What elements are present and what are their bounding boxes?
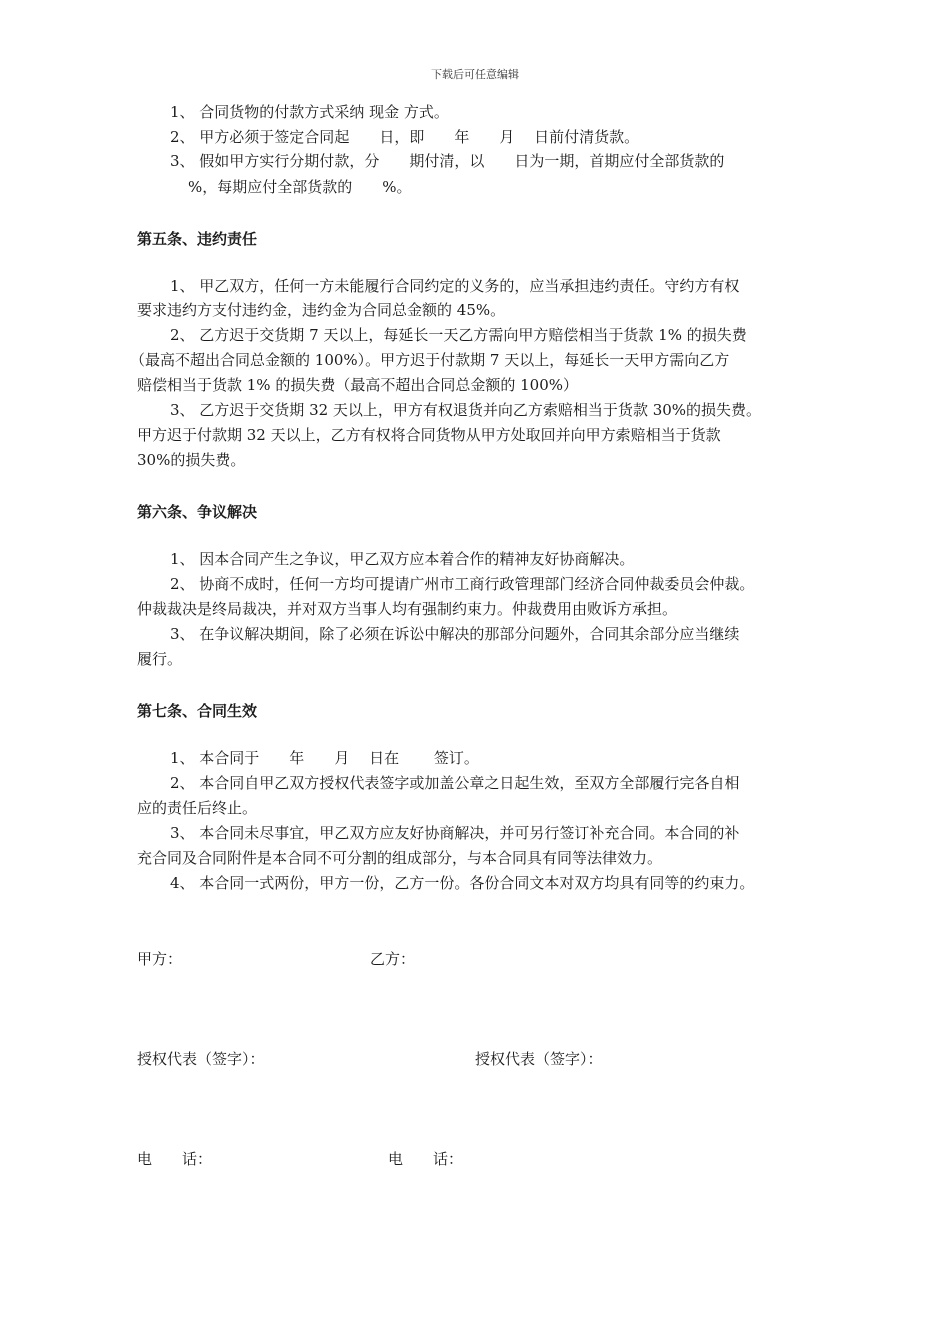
section-7-title: 第七条、合同生效 xyxy=(137,702,258,720)
section-5-title: 第五条、违约责任 xyxy=(137,230,258,248)
payment-clause-1: 1、 合同货物的付款方式采纳 现金 方式。 xyxy=(170,103,449,121)
dispute-clause-3-line2: 履行。 xyxy=(137,650,183,668)
effect-clause-2-line1: 2、 本合同自甲乙双方授权代表签字或加盖公章之日起生效，至双方全部履行完各自相 xyxy=(170,774,740,792)
payment-clause-3-line2: %，每期应付全部货款的 %。 xyxy=(188,178,412,196)
breach-clause-2-line2: （最高不超出合同总金额的 100%）。甲方迟于付款期 7 天以上，每延长一天甲方需向乙方 xyxy=(130,351,730,369)
header-note: 下载后可任意编辑 xyxy=(431,68,519,81)
breach-clause-2-line3: 赔偿相当于货款 1% 的损失费（最高不超出合同总金额的 100%） xyxy=(137,376,578,394)
party-b-representative-label: 授权代表（签字）： xyxy=(475,1050,603,1068)
party-a-label: 甲方： xyxy=(137,950,183,968)
party-a-phone-label: 电 话： xyxy=(137,1150,213,1168)
breach-clause-3-line1: 3、 乙方迟于交货期 32 天以上，甲方有权退货并向乙方索赔相当于货款 30%的损失费。 xyxy=(170,401,762,419)
dispute-clause-2-line1: 2、 协商不成时，任何一方均可提请广州市工商行政管理部门经济合同仲裁委员会仲裁。 xyxy=(170,575,755,593)
breach-clause-1-line2: 要求违约方支付违约金，违约金为合同总金额的 45%。 xyxy=(137,301,506,319)
effect-clause-3-line2: 充合同及合同附件是本合同不可分割的组成部分，与本合同具有同等法律效力。 xyxy=(137,849,663,867)
section-6-title: 第六条、争议解决 xyxy=(137,503,258,521)
effect-clause-4: 4、 本合同一式两份，甲方一份，乙方一份。各份合同文本对双方均具有同等的约束力。 xyxy=(170,874,755,892)
party-a-representative-label: 授权代表（签字）： xyxy=(137,1050,265,1068)
effect-clause-2-line2: 应的责任后终止。 xyxy=(137,799,258,817)
breach-clause-2-line1: 2、 乙方迟于交货期 7 天以上，每延长一天乙方需向甲方赔偿相当于货款 1% 的损失费 xyxy=(170,326,747,344)
payment-clause-2: 2、 甲方必须于签定合同起 日，即 年 月 日前付清货款。 xyxy=(170,128,640,146)
effect-clause-1: 1、 本合同于 年 月 日在 签订。 xyxy=(170,749,479,767)
party-b-phone-label: 电 话： xyxy=(388,1150,464,1168)
effect-clause-3-line1: 3、 本合同未尽事宜，甲乙双方应友好协商解决，并可另行签订补充合同。本合同的补 xyxy=(170,824,740,842)
party-b-label: 乙方： xyxy=(370,950,416,968)
payment-clause-3-line1: 3、 假如甲方实行分期付款，分 期付清，以 日为一期，首期应付全部货款的 xyxy=(170,152,725,170)
breach-clause-3-line2: 甲方迟于付款期 32 天以上，乙方有权将合同货物从甲方处取回并向甲方索赔相当于货款 xyxy=(137,426,721,444)
dispute-clause-3-line1: 3、 在争议解决期间，除了必须在诉讼中解决的那部分问题外，合同其余部分应当继续 xyxy=(170,625,740,643)
breach-clause-3-line3: 30%的损失费。 xyxy=(137,451,246,469)
breach-clause-1-line1: 1、 甲乙双方，任何一方未能履行合同约定的义务的，应当承担违约责任。守约方有权 xyxy=(170,277,740,295)
dispute-clause-2-line2: 仲裁裁决是终局裁决，并对双方当事人均有强制约束力。仲裁费用由败诉方承担。 xyxy=(137,600,678,618)
dispute-clause-1: 1、 因本合同产生之争议，甲乙双方应本着合作的精神友好协商解决。 xyxy=(170,550,635,568)
